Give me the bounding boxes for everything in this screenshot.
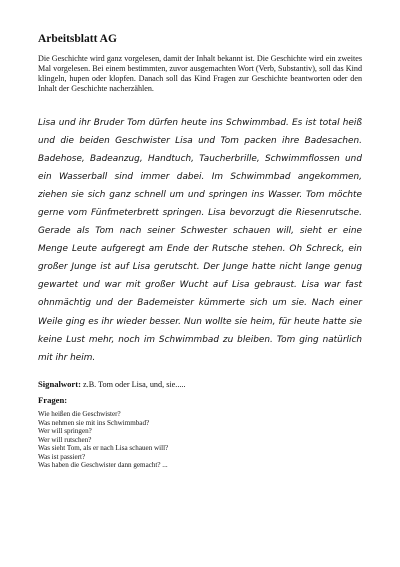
question-item: Was ist passiert? bbox=[38, 452, 86, 461]
question-item: Wer will rutschen? bbox=[38, 435, 92, 444]
signal-word-text: z.B. Tom oder Lisa, und, sie..... bbox=[80, 380, 186, 389]
questions-list bbox=[38, 410, 168, 470]
signal-word-label: Signalwort: bbox=[38, 379, 81, 389]
question-item: Wer will springen? bbox=[38, 427, 92, 436]
page-title: Arbeitsblatt AG bbox=[38, 33, 117, 45]
questions-heading: Fragen: bbox=[38, 395, 68, 405]
question-item: Was haben die Geschwister dann gemacht? ... bbox=[38, 461, 168, 470]
story-text: Lisa und ihr Bruder Tom dürfen heute ins Schwimmbad. Es ist total heiß und die beiden Geschwister Lisa und Tom packen ihre Badesachen. Badehose, Badeanzug, Handtuch, Taucherbrille, Schwimmflossen und ein Wasserball sind immer dabei. Im Schwimmbad angekommen, ziehen sie sich ganz schnell um und springen ins Wasser. Tom möchte gerne vom Fünfmeterbrett springen. Lisa bevorzugt die Riesenrutsche. Gerade als Tom nach seiner Schwester schauen will, sieht er eine Menge Leute aufgeregt am Ende der Rutsche stehen. Oh Schreck, ein großer Junge ist auf Lisa gerutscht. Der Junge hatte nicht lange genug gewartet und war mit großer Wucht auf Lisa gebraust. Lisa war fast ohnmächtig und der Bademeister kümmerte sich um sie. Nach einer Weile ging es ihr wieder besser. Nun wollte sie heim, für heute hatte sie keine Lust mehr, noch im Schwimmbad zu bleiben. Tom ging natürlich mit ihr heim. bbox=[38, 118, 362, 363]
instructions-paragraph: Die Geschichte wird ganz vorgelesen, damit der Inhalt bekannt ist. Die Geschichte wird ein zweites Mal vorgelesen. Bei einem bestimmten, zuvor ausgemachten Wort (Verb, Substantiv), soll das Kind klingeln, hupen oder klopfen. Danach soll das Kind Fragen zur Geschichte beantworten oder den Inhalt der Geschichte nacherzählen. bbox=[38, 54, 362, 94]
question-item: Was nehmen sie mit ins Schwimmbad? bbox=[38, 418, 150, 427]
question-item: Was sieht Tom, als er nach Lisa schauen will? bbox=[38, 444, 169, 453]
signal-word-line bbox=[38, 379, 186, 389]
question-item: Wie heißen die Geschwister? bbox=[38, 410, 121, 418]
